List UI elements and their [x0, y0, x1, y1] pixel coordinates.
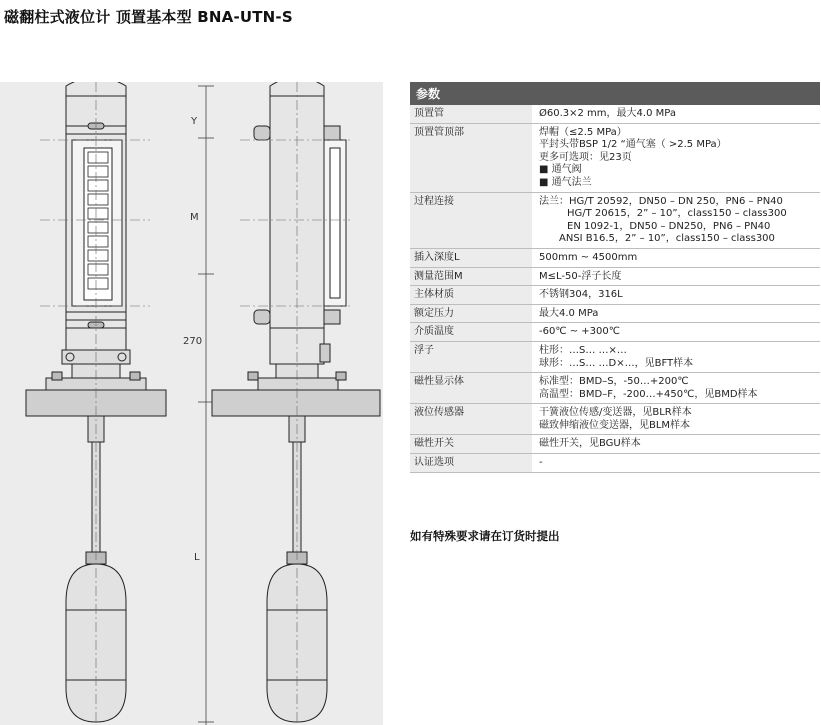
row-label: 顶置管: [410, 105, 532, 123]
table-row: [410, 341, 820, 372]
row-label: 浮子: [410, 341, 532, 372]
value-line: 磁性开关，见BGU样本: [539, 438, 641, 450]
row-value: [532, 304, 820, 323]
value-line: -: [539, 457, 543, 469]
row-label: 主体材质: [410, 286, 532, 305]
dim-label-270: 270: [183, 336, 203, 347]
row-value: [532, 373, 820, 404]
row-value: [532, 105, 820, 123]
table-row: [410, 286, 820, 305]
row-value: [532, 404, 820, 435]
value-line: 干簧液位传感/变送器，见BLR样本: [539, 407, 692, 419]
row-value: [532, 267, 820, 286]
value-line: 磁致伸缩液位变送器，见BLM样本: [539, 419, 691, 431]
row-value: [532, 341, 820, 372]
value-line: ■ 通气阀: [539, 164, 582, 176]
table-row: [410, 304, 820, 323]
table-row: [410, 105, 820, 123]
row-value: [532, 454, 820, 473]
value-line: 平封头带BSP 1/2 “通气塞（ >2.5 MPa）: [539, 139, 727, 151]
dim-label-m: M: [190, 212, 199, 223]
value-line: 更多可选项：见23页: [539, 151, 632, 163]
value-line: ■ 通气法兰: [539, 176, 592, 188]
dim-label-y: Y: [191, 116, 198, 127]
table-row: [410, 454, 820, 473]
value-line: Ø60.3×2 mm，最大4.0 MPa: [539, 108, 676, 119]
row-label: 测量范围M: [410, 267, 532, 286]
row-value: [532, 123, 820, 192]
row-label: 过程连接: [410, 192, 532, 248]
technical-drawing: [0, 82, 383, 725]
value-line: 焊帽（≤2.5 MPa）: [539, 126, 627, 138]
spec-table: [410, 82, 820, 473]
value-line: 不锈钢304，316L: [539, 289, 623, 301]
table-row: [410, 192, 820, 248]
page-title: 磁翻柱式液位计 顶置基本型 BNA-UTN-S: [4, 8, 293, 26]
order-note: 如有特殊要求请在订货时提出: [410, 529, 560, 543]
level-gauge-drawing: [0, 82, 383, 725]
value-line: 高温型：BMD–F，-200…+450℃，见BMD样本: [539, 388, 758, 400]
table-row: [410, 123, 820, 192]
value-line: 500mm ~ 4500mm: [539, 251, 638, 263]
table-row: [410, 248, 820, 267]
row-label: 液位传感器: [410, 404, 532, 435]
value-line: EN 1092-1，DN50 – DN250，PN6 – PN40: [567, 220, 771, 232]
value-line: HG/T 20615，2” – 10”，class150 – class300: [567, 208, 787, 220]
value-line: 球形：…S… …D×…，见BFT样本: [539, 357, 694, 369]
row-label: 磁性开关: [410, 435, 532, 454]
value-line: -60℃ ~ +300℃: [539, 326, 620, 338]
table-row: [410, 323, 820, 342]
row-label: 顶置管顶部: [410, 123, 532, 192]
row-value: [532, 286, 820, 305]
table-row: [410, 373, 820, 404]
row-value: [532, 192, 820, 248]
row-label: 额定压力: [410, 304, 532, 323]
table-row: [410, 404, 820, 435]
row-value: [532, 323, 820, 342]
table-row: [410, 435, 820, 454]
value-line: 最大4.0 MPa: [539, 307, 599, 319]
row-label: 插入深度L: [410, 248, 532, 267]
table-row: [410, 267, 820, 286]
value-line: M≤L-50-浮子长度: [539, 270, 622, 282]
row-value: [532, 248, 820, 267]
spec-table-header: 参数: [410, 82, 820, 105]
value-line: 标准型：BMD–S，-50…+200℃: [539, 376, 689, 388]
row-label: 磁性显示体: [410, 373, 532, 404]
row-value: [532, 435, 820, 454]
value-line: 法兰：HG/T 20592，DN50 – DN 250，PN6 – PN40: [539, 195, 783, 207]
value-line: 柱形：…S… …×…: [539, 344, 627, 356]
row-label: 介质温度: [410, 323, 532, 342]
dim-label-l: L: [194, 552, 200, 563]
row-label: 认证选项: [410, 454, 532, 473]
value-line: ANSI B16.5，2” – 10”，class150 – class300: [559, 233, 775, 245]
